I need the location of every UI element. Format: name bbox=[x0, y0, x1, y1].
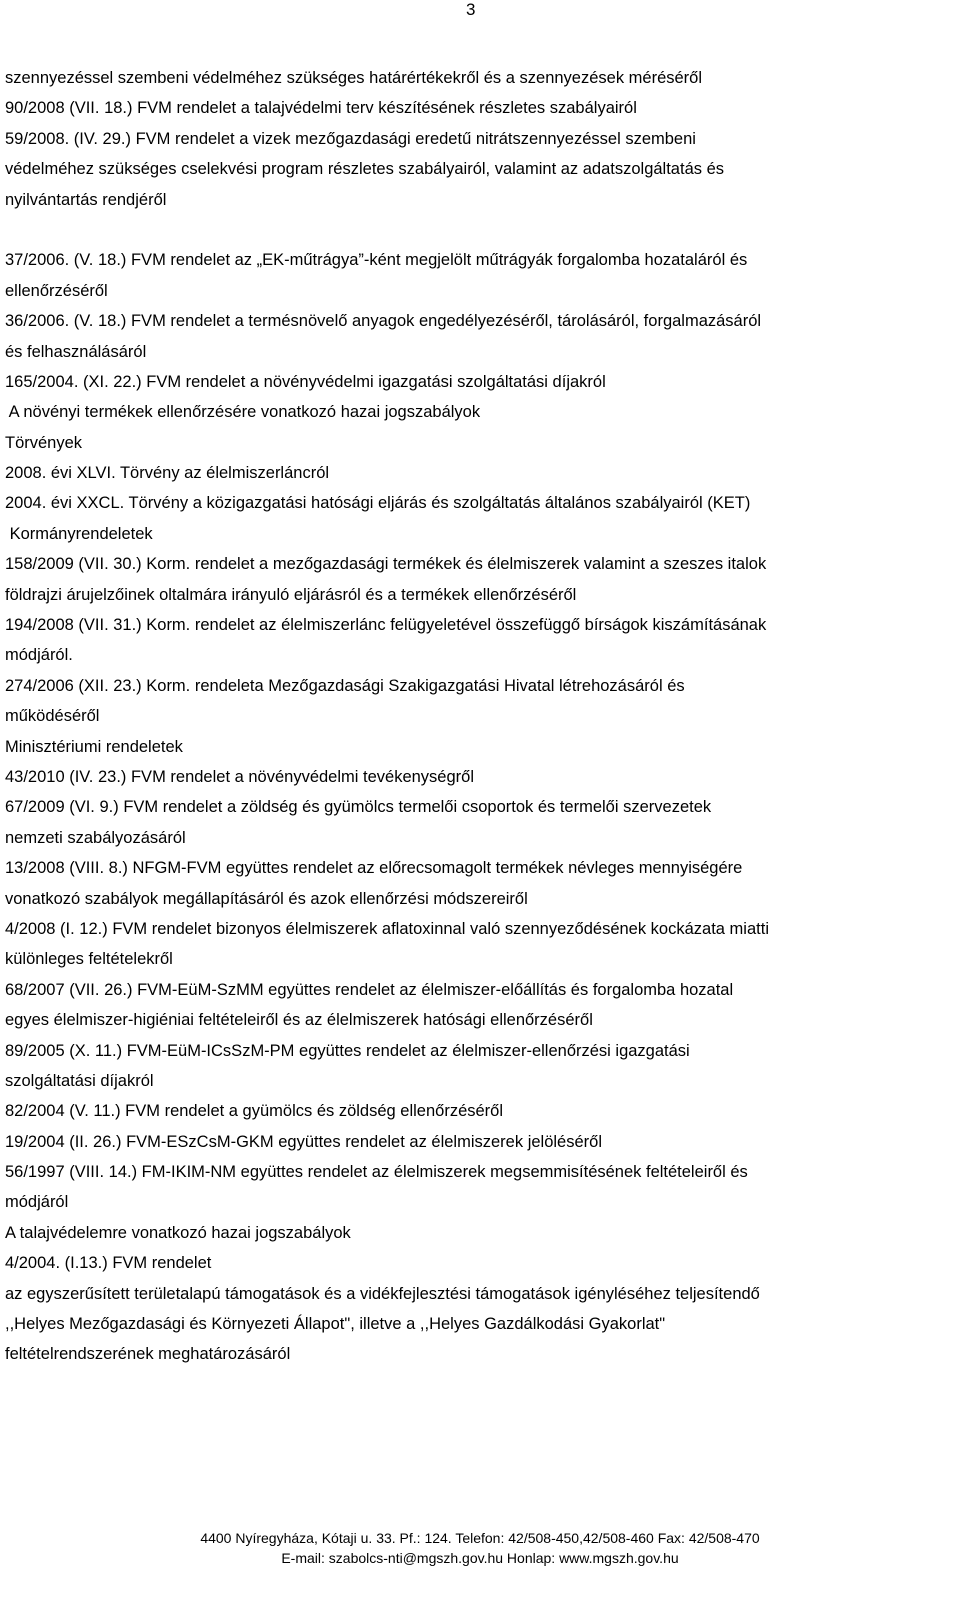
blank-line bbox=[5, 215, 955, 245]
text-line: 36/2006. (V. 18.) FVM rendelet a termésnövelő anyagok engedélyezéséről, tárolásáról, forgalmazásáról bbox=[5, 312, 762, 331]
text-line: 90/2008 (VII. 18.) FVM rendelet a talajvédelmi terv készítésének részletes szabályairól bbox=[5, 99, 637, 118]
text-line: nemzeti szabályozásáról bbox=[5, 828, 186, 847]
text-line: védelméhez szükséges cselekvési program részletes szabályairól, valamint az adatszolgáltatás és bbox=[5, 160, 725, 179]
section-heading: Minisztériumi rendeletek bbox=[5, 737, 183, 756]
text-line: különleges feltételekről bbox=[5, 950, 173, 969]
document-body bbox=[5, 63, 955, 1370]
text-line: 2008. évi XLVI. Törvény az élelmiszerláncról bbox=[5, 464, 330, 483]
section-heading: A növényi termékek ellenőrzésére vonatkozó hazai jogszabályok bbox=[5, 403, 481, 422]
text-line: 43/2010 (IV. 23.) FVM rendelet a növényvédelmi tevékenységről bbox=[5, 767, 474, 786]
text-line: 89/2005 (X. 11.) FVM-EüM-ICsSzM-PM együttes rendelet az élelmiszer-ellenőrzési igazgatási bbox=[5, 1041, 690, 1060]
text-line: működéséről bbox=[5, 707, 100, 726]
text-line: 2004. évi XXCL. Törvény a közigazgatási hatósági eljárás és szolgáltatás általános szabályairól (KET) bbox=[5, 494, 751, 513]
text-line: 19/2004 (II. 26.) FVM-ESzCsM-GKM együttes rendelet az élelmiszerek jelöléséről bbox=[5, 1132, 602, 1151]
text-line: 67/2009 (VI. 9.) FVM rendelet a zöldség és gyümölcs termelői csoportok és termelői szervezetek bbox=[5, 798, 712, 817]
text-line: módjáról bbox=[5, 1193, 69, 1212]
text-line: szennyezéssel szembeni védelméhez szükséges határértékekről és a szennyezések méréséről bbox=[5, 69, 703, 87]
text-line: feltételrendszerének meghatározásáról bbox=[5, 1345, 291, 1364]
footer-contact: E-mail: szabolcs-nti@mgszh.gov.hu Honlap: www.mgszh.gov.hu bbox=[281, 1550, 679, 1566]
text-line: vonatkozó szabályok megállapításáról és azok ellenőrzési módszereiről bbox=[5, 889, 528, 908]
text-line: 13/2008 (VIII. 8.) NFGM-FVM együttes rendelet az előrecsomagolt termékek névleges mennyiségére bbox=[5, 859, 743, 878]
text-line: 56/1997 (VIII. 14.) FM-IKIM-NM együttes rendelet az élelmiszerek megsemmisítésének feltételeiről és bbox=[5, 1163, 748, 1182]
text-line: 82/2004 (V. 11.) FVM rendelet a gyümölcs és zöldség ellenőrzéséről bbox=[5, 1102, 504, 1121]
page-footer bbox=[0, 1528, 960, 1568]
text-line: szolgáltatási díjakról bbox=[5, 1071, 154, 1090]
section-heading: A talajvédelemre vonatkozó hazai jogszabályok bbox=[5, 1223, 351, 1242]
text-line: egyes élelmiszer-higiéniai feltételeiről és az élelmiszerek hatósági ellenőrzéséről bbox=[5, 1011, 593, 1030]
text-line: és felhasználásáról bbox=[5, 342, 147, 361]
text-line: ellenőrzéséről bbox=[5, 281, 108, 300]
text-line: 194/2008 (VII. 31.) Korm. rendelet az élelmiszerlánc felügyeletével összefüggő bírságok kiszámításának bbox=[5, 616, 767, 635]
text-line: módjáról. bbox=[5, 646, 73, 665]
page-number: 3 bbox=[466, 0, 476, 19]
text-line: 37/2006. (V. 18.) FVM rendelet az „EK-műtrágya”-ként megjelölt műtrágyák forgalomba hozataláról és bbox=[5, 251, 748, 270]
text-line: 4/2004. (I.13.) FVM rendelet bbox=[5, 1254, 212, 1273]
text-line: 165/2004. (XI. 22.) FVM rendelet a növényvédelmi igazgatási szolgáltatási díjakról bbox=[5, 372, 606, 391]
text-line: 158/2009 (VII. 30.) Korm. rendelet a mezőgazdasági termékek és élelmiszerek valamint a szeszes italok bbox=[5, 555, 767, 574]
text-line: 68/2007 (VII. 26.) FVM-EüM-SzMM együttes rendelet az élelmiszer-előállítás és forgalomba hozatal bbox=[5, 980, 734, 999]
text-line: 4/2008 (I. 12.) FVM rendelet bizonyos élelmiszerek aflatoxinnal való szennyeződésének kockázata miatti bbox=[5, 919, 769, 938]
text-line: 59/2008. (IV. 29.) FVM rendelet a vizek mezőgazdasági eredetű nitrátszennyezéssel szembeni bbox=[5, 129, 696, 148]
text-line: ,,Helyes Mezőgazdasági és Környezeti Állapot", illetve a ,,Helyes Gazdálkodási Gyakorlat" bbox=[5, 1315, 666, 1334]
section-heading: Kormányrendeletek bbox=[5, 524, 153, 543]
text-line: 274/2006 (XII. 23.) Korm. rendeleta Mezőgazdasági Szakigazgatási Hivatal létrehozásáról és bbox=[5, 676, 685, 695]
text-line: az egyszerűsített területalapú támogatások és a vidékfejlesztési támogatások igényléséhez teljesítendő bbox=[5, 1284, 760, 1303]
text-line: földrajzi árujelzőinek oltalmára irányuló eljárásról és a termékek ellenőrzéséről bbox=[5, 585, 577, 604]
footer-address: 4400 Nyíregyháza, Kótaji u. 33. Pf.: 124. Telefon: 42/508-450,42/508-460 Fax: 42/508-470 bbox=[200, 1530, 760, 1546]
section-heading: Törvények bbox=[5, 433, 83, 452]
text-line: nyilvántartás rendjéről bbox=[5, 190, 167, 209]
